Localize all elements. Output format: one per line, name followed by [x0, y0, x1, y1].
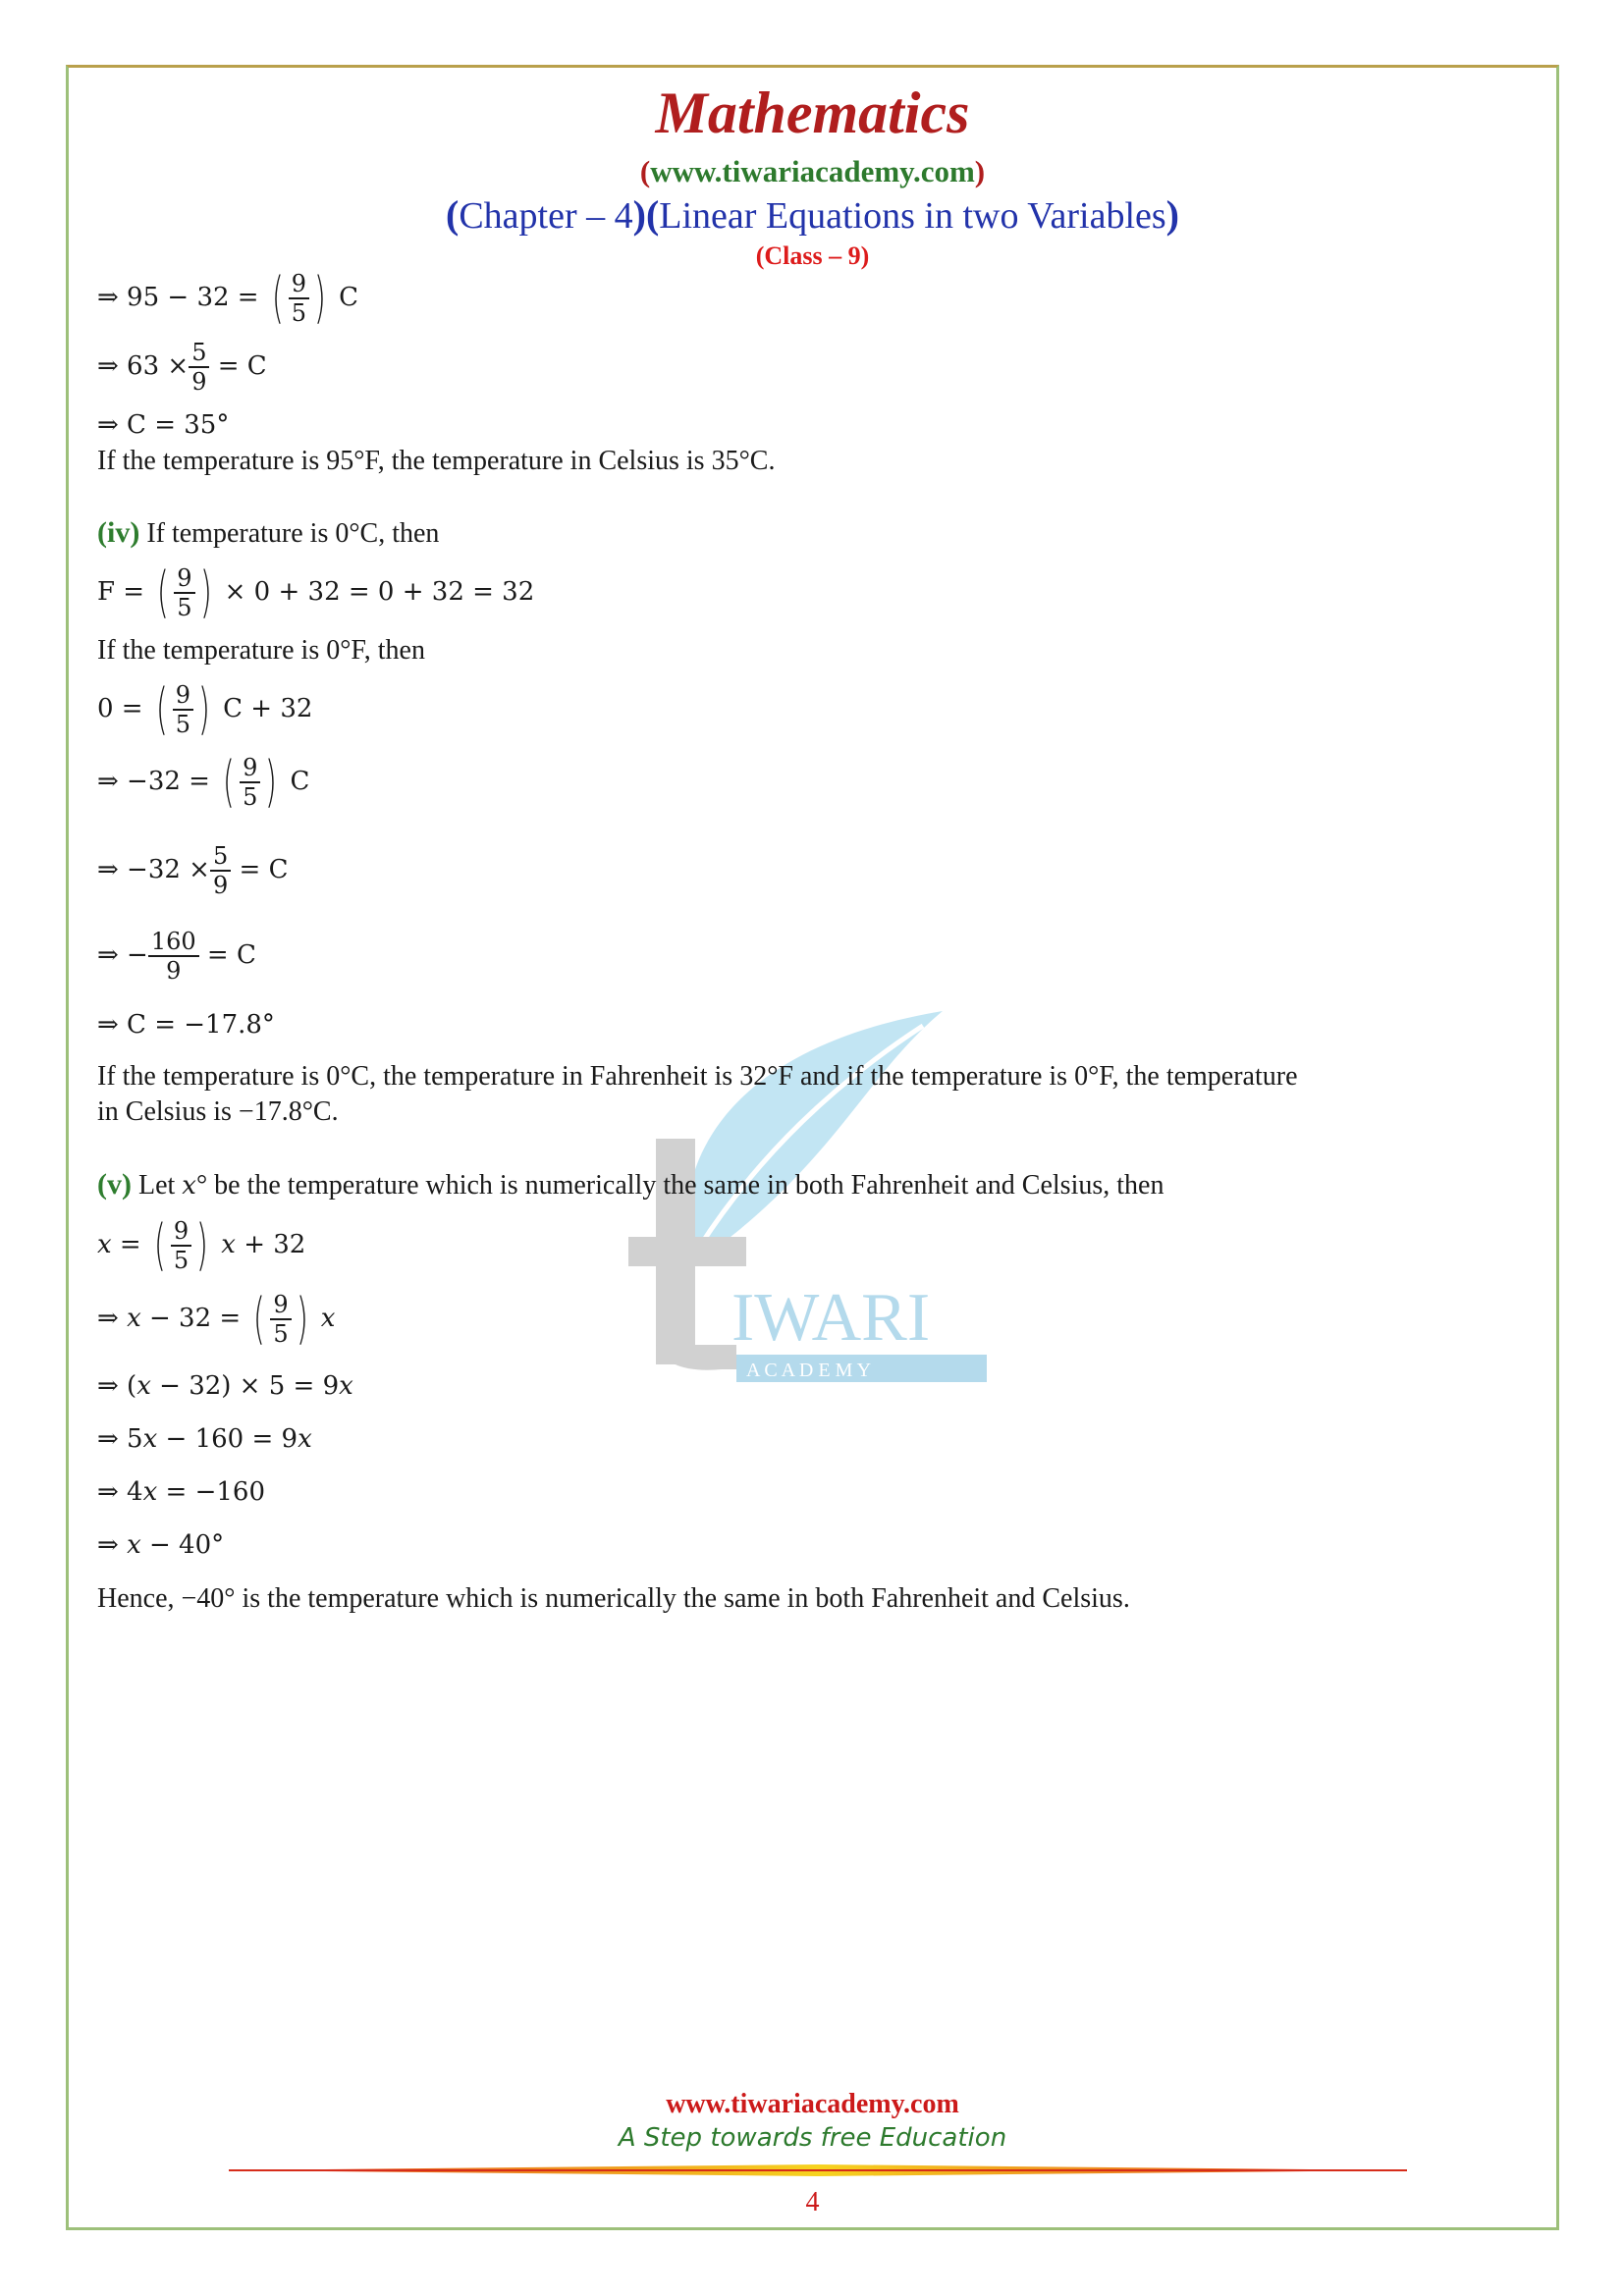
header-url-open: (: [639, 154, 651, 188]
equation-line: x = ( $\frac{9}{5}$ ) x + 32: [97, 1213, 306, 1277]
footer-tagline: A Step towards free Education: [618, 2123, 1007, 2153]
leaf-icon: [684, 1011, 943, 1266]
equation-line: 0 = ( $\frac{9}{5}$ ) C + 32: [97, 677, 313, 741]
watermark-sub: A C A D E M Y: [746, 1360, 872, 1381]
equation-line: ⇒ −32 = ( $\frac{9}{5}$ ) C: [97, 750, 310, 814]
part-v-intro: (v) Let x° be the temperature which is numerically the same in both Fahrenheit and Celsius, then: [97, 1168, 1164, 1201]
equation-line: ⇒ x − 32 = ( $\frac{9}{5}$ ) x: [97, 1287, 336, 1351]
letter-t-foot: [656, 1345, 736, 1370]
header-url: [66, 153, 1559, 190]
fraction: $\frac{5}{9}$: [189, 339, 209, 396]
part-iv-conclusion-1: If the temperature is 0°C, the temperature in Fahrenheit is 32°F and if the temperature is 0°F, the temperature: [97, 1061, 1298, 1092]
letter-t-bar: [628, 1237, 746, 1266]
header-url-text: www.tiwariacademy.com: [650, 154, 975, 188]
part-iv-label: (iv): [97, 516, 140, 549]
footer-url: www.tiwariacademy.com: [666, 2089, 959, 2119]
equation-line: ⇒ 63 × $\frac{5}{9}$ = C: [97, 339, 267, 396]
paren-fraction: ( $\frac{9}{5}$ ): [157, 561, 212, 624]
chapter-close: ): [1165, 192, 1179, 237]
fraction: $\frac{160}{9}$: [148, 928, 199, 985]
part-iv-intro-2: If the temperature is 0°F, then: [97, 635, 425, 666]
part-v-conclusion: Hence, −40° is the temperature which is numerically the same in both Fahrenheit and Celsius.: [97, 1583, 1130, 1614]
part-iii-conclusion: If the temperature is 95°F, the temperature in Celsius is 35°C.: [97, 446, 776, 476]
paren-fraction: ( $\frac{9}{5}$ ): [155, 677, 210, 741]
part-iv-conclusion-2: in Celsius is −17.8°C.: [97, 1096, 339, 1127]
equation-line: F = ( $\frac{9}{5}$ ) × 0 + 32 = 0 + 32 = 32: [97, 561, 535, 624]
chapter-topic: Linear Equations in two Variables: [659, 195, 1166, 237]
paren-fraction: ( $\frac{9}{5}$ ): [153, 1213, 209, 1277]
part-iv-intro: (iv) If temperature is 0°C, then: [97, 516, 440, 549]
equation-line: ⇒ 4x = −160: [97, 1477, 265, 1507]
equation-line: ⇒ (x − 32) × 5 = 9x: [97, 1371, 353, 1401]
equation-line: ⇒ − $\frac{160}{9}$ = C: [97, 928, 256, 985]
class-label: (Class – 9): [755, 241, 870, 270]
equation-line: ⇒ C = −17.8°: [97, 1010, 275, 1040]
equation-line: ⇒ 5x − 160 = 9x: [97, 1424, 312, 1454]
equation-line: ⇒ 95 − 32 = ( $\frac{9}{5}$ ) C: [97, 266, 359, 330]
chapter-mid: )(: [632, 192, 660, 237]
equation-line: ⇒ C = 35°: [97, 410, 230, 440]
equation-line: ⇒ −32 × $\frac{5}{9}$ = C: [97, 842, 289, 899]
header-url-close: ): [974, 154, 986, 188]
fraction: $\frac{5}{9}$: [210, 842, 231, 899]
chapter-number: Chapter – 4: [459, 195, 633, 237]
chapter-heading: [66, 192, 1559, 239]
paren-fraction: ( $\frac{9}{5}$ ): [271, 266, 326, 330]
equation-line: ⇒ x − 40°: [97, 1530, 225, 1560]
footer-divider: [229, 2164, 1407, 2176]
paren-fraction: ( $\frac{9}{5}$ ): [223, 750, 278, 814]
watermark-brand: IWARI: [731, 1280, 931, 1356]
page-number: 4: [805, 2187, 820, 2217]
page-title: Mathematics: [655, 80, 970, 145]
chapter-open: (: [446, 192, 460, 237]
paren-fraction: ( $\frac{9}{5}$ ): [253, 1287, 308, 1351]
part-v-label: (v): [97, 1168, 132, 1201]
